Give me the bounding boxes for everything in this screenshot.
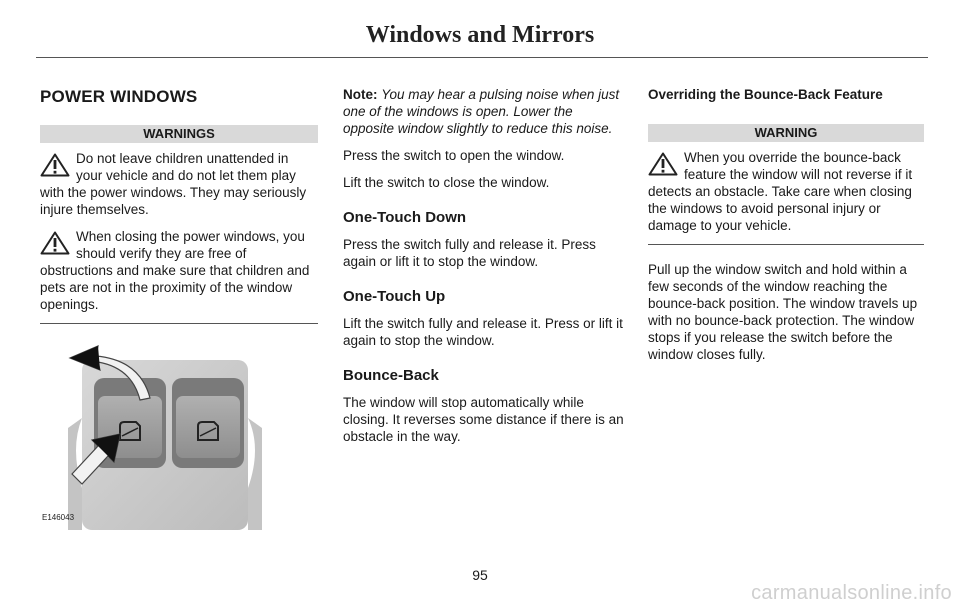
one-touch-down-text: Press the switch fully and release it. Press again or lift it to stop the window. (343, 237, 596, 269)
warning-item (40, 150, 318, 218)
note-paragraph (343, 86, 625, 137)
warnings-divider (40, 323, 318, 324)
one-touch-up-text: Lift the switch fully and release it. Press or lift it again to stop the window. (343, 316, 623, 348)
warning-heading: WARNING (648, 124, 924, 142)
warnings-heading: WARNINGS (40, 125, 318, 143)
open-instruction: Press the switch to open the window. (343, 148, 565, 163)
warning-text: When you override the bounce-back feature the window will not reverse if it detects an obstacle. Take care when closing the windows to avoid personal injury or damage to your vehicle. (648, 150, 913, 233)
bounce-back-text: The window will stop automatically while closing. It reverses some distance if there is an obstacle in the way. (343, 395, 624, 444)
watermark: carmanualsonline.info (751, 582, 952, 604)
warning-text: When closing the power windows, you should verify they are free of obstructions and make sure that children and pets are not in the proximity of the window openings. (40, 229, 310, 312)
warning-text: Do not leave children unattended in your vehicle and do not let them play with the power windows. They may seriously injure themselves. (40, 151, 307, 217)
note-label: Note: (343, 87, 378, 102)
bounce-back-title: Bounce-Back (343, 367, 439, 384)
window-switch-illustration (40, 338, 318, 530)
page-number: 95 (472, 567, 488, 583)
warning-triangle-icon (648, 152, 678, 176)
header-rule (36, 57, 928, 58)
one-touch-up-title: One-Touch Up (343, 288, 446, 305)
figure-code: E146043 (42, 513, 75, 522)
note-text: You may hear a pulsing noise when just one of the windows is open. Lower the opposite window slightly to reduce this noise. (343, 87, 620, 136)
override-body: Pull up the window switch and hold within a few seconds of the window reaching the bounce-back position. The window travels up with no bounce-back protection. The window stops if you release the switch before the window closes fully. (648, 262, 918, 362)
warning-item (648, 149, 924, 234)
window-switch-figure (40, 338, 318, 530)
override-title: Overriding the Bounce-Back Feature (648, 87, 883, 102)
warning-triangle-icon (40, 153, 70, 177)
warning-item (40, 228, 318, 313)
column-power-windows (40, 86, 318, 530)
section-title: POWER WINDOWS (40, 87, 198, 106)
warning-triangle-icon (40, 231, 70, 255)
column-override-bounce-back (648, 86, 924, 373)
close-instruction: Lift the switch to close the window. (343, 175, 550, 190)
warning-divider (648, 244, 924, 245)
one-touch-down-title: One-Touch Down (343, 209, 467, 226)
page-header-title: Windows and Mirrors (365, 22, 595, 48)
column-switch-operation (343, 86, 625, 455)
